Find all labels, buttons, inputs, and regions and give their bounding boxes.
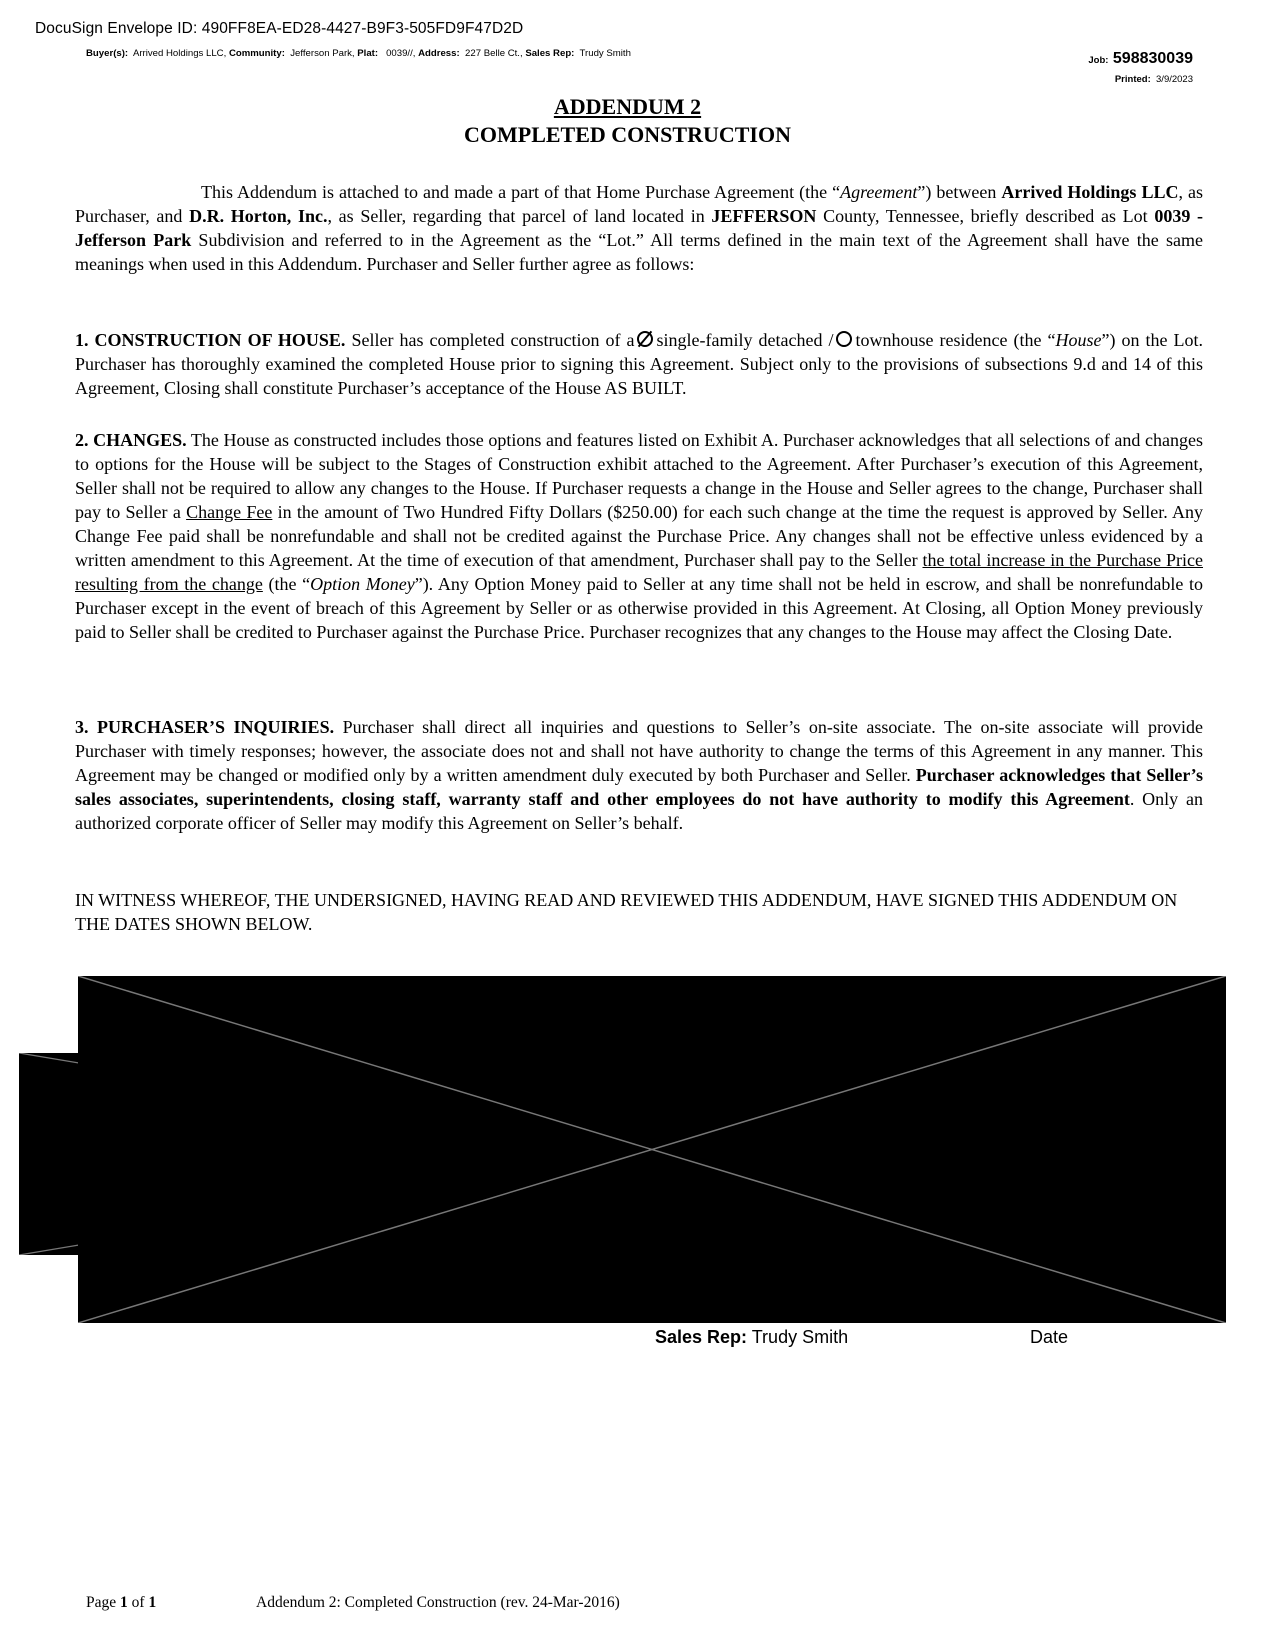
salesrep-signature-label: [655, 1327, 848, 1348]
section-construction-of-house: 1. CONSTRUCTION OF HOUSE. Seller has completed construction of a single-family detached / townhouse residence (the “House”) on the Lot. Purchaser has thoroughly examined the completed House prior to signing this Agreement. Subject only to the provisions of subsections 9.d and 14 of this Agreement, Closing shall constitute Purchaser’s acceptance of the House AS BUILT.: [75, 330, 1203, 398]
docusign-envelope-id: DocuSign Envelope ID: 490FF8EA-ED28-4427-B9F3-505FD9F47D2D: [35, 20, 524, 37]
salesrep-header-value: Trudy Smith: [579, 48, 631, 59]
printed-label: Printed:: [1114, 74, 1151, 85]
total-increase-term: the total increase in the Purchase Price resulting from the change: [75, 550, 1203, 594]
single-family-radio-checked-icon[interactable]: [637, 331, 653, 347]
county-name: JEFFERSON: [711, 206, 817, 226]
plat-value: 0039//,: [386, 48, 416, 59]
address-label: Address:: [418, 48, 460, 59]
buyer-label: Buyer(s):: [86, 48, 129, 59]
printed-date: 3/9/2023: [1156, 74, 1193, 85]
printed-date-block: [1115, 74, 1193, 85]
job-number-block: [1088, 50, 1193, 68]
seller-name: D.R. Horton, Inc.: [189, 206, 328, 226]
lot-description: 0039 - Jefferson Park: [75, 206, 1204, 250]
townhouse-radio-icon[interactable]: [836, 331, 852, 347]
redaction-cross-lines: [78, 976, 1226, 1323]
signature-date-label: Date: [1030, 1327, 1069, 1347]
section-purchaser-inquiries: 3. PURCHASER’S INQUIRIES. Purchaser shall direct all inquiries and questions to Seller’s on-site associate. The on-site associate will provide Purchaser with timely responses; however, the associate does not and shall not have authority to change the terms of this Agreement in any manner. This Agreement may be changed or modified only by a written amendment duly executed by both Purchaser and Seller. Purchaser acknowledges that Seller’s sales associates, superintendents, closing staff, warranty staff and other employees do not have authority to modify this Agreement. Only an authorized corporate officer of Seller may modify this Agreement on Seller’s behalf.: [75, 717, 1204, 833]
authority-acknowledgement: Purchaser acknowledges that Seller’s sales associates, superintendents, closing staff, warranty staff and other employees do not have authority to modify this Agreement: [75, 765, 1204, 809]
salesrep-label: Sales Rep:: [655, 1327, 748, 1347]
buyer-info-line: [86, 48, 631, 59]
page-number: Page 1 of 1: [86, 1594, 157, 1611]
redaction-tab-cross: [19, 1053, 79, 1255]
townhouse-option: townhouse residence (the “: [855, 330, 1056, 350]
salesrep-header-label: Sales Rep:: [525, 48, 575, 59]
job-number: 598830039: [1112, 50, 1193, 67]
intro-paragraph: This Addendum is attached to and made a part of that Home Purchase Agreement (the “Agreement”) between Arrived Holdings LLC, as Purchaser, and D.R. Horton, Inc., as Seller, regarding that parcel of land located in JEFFERSON County, Tennessee, briefly described as Lot 0039 - Jefferson Park Subdivision and referred to in the Agreement as the “Lot.” All terms defined in the main text of the Agreement shall have the same meanings when used in this Addendum. Purchaser and Seller further agree as follows:: [75, 182, 1204, 274]
addendum-title: ADDENDUM 2: [553, 94, 702, 119]
address-value: 227 Belle Ct.,: [465, 48, 523, 59]
option-money-term: Option Money: [310, 574, 415, 594]
form-name: Addendum 2: Completed Construction (rev. 24-Mar-2016): [256, 1594, 620, 1611]
signature-redaction-box: [78, 976, 1226, 1323]
community-label: Community:: [228, 48, 285, 59]
plat-label: Plat:: [357, 48, 379, 59]
addendum-subtitle: COMPLETED CONSTRUCTION: [464, 122, 791, 147]
single-family-option: single-family detached /: [656, 330, 834, 350]
salesrep-name: Trudy Smith: [751, 1327, 849, 1347]
job-label: Job:: [1088, 55, 1109, 66]
house-term: House: [1055, 330, 1102, 350]
agreement-term: Agreement: [840, 182, 918, 202]
section2-heading: 2. CHANGES.: [75, 430, 187, 450]
section1-heading: 1. CONSTRUCTION OF HOUSE.: [75, 330, 346, 350]
section3-heading: 3. PURCHASER’S INQUIRIES.: [75, 717, 335, 737]
change-fee-term: Change Fee: [186, 502, 273, 522]
community-value: Jefferson Park,: [290, 48, 355, 59]
witness-statement: IN WITNESS WHEREOF, THE UNDERSIGNED, HAVING READ AND REVIEWED THIS ADDENDUM, HAVE SIGNED THIS ADDENDUM ON THE DATES SHOWN BELOW.: [75, 890, 1178, 934]
purchaser-name: Arrived Holdings LLC: [1001, 182, 1179, 202]
redaction-tab: [19, 1053, 79, 1255]
section-changes: 2. CHANGES. The House as constructed includes those options and features listed on Exhibit A. Purchaser acknowledges that all selections of and changes to options for the House will be subject to the Stages of Construction exhibit attached to the Agreement. After Purchaser’s execution of this Agreement, Seller shall not be required to allow any changes to the House. If Purchaser requests a change in the House and Seller agrees to the change, Purchaser shall pay to Seller a Change Fee in the amount of Two Hundred Fifty Dollars ($250.00) for each such change at the time the request is approved by Seller. Any Change Fee paid shall be nonrefundable and shall not be credited against the Purchase Price. Any changes shall not be effective unless evidenced by a written amendment to this Agreement. At the time of execution of that amendment, Purchaser shall pay to the Seller the total increase in the Purchase Price resulting from the change (the “Option Money”). Any Option Money paid to Seller at any time shall not be held in escrow, and shall be nonrefundable to Purchaser except in the event of breach of this Agreement by Seller or as otherwise provided in this Agreement. At Closing, all Option Money previously paid to Seller shall be credited to Purchaser against the Purchase Price. Purchaser recognizes that any changes to the House may affect the Closing Date.: [75, 430, 1203, 642]
buyer-value: Arrived Holdings LLC,: [132, 48, 227, 59]
